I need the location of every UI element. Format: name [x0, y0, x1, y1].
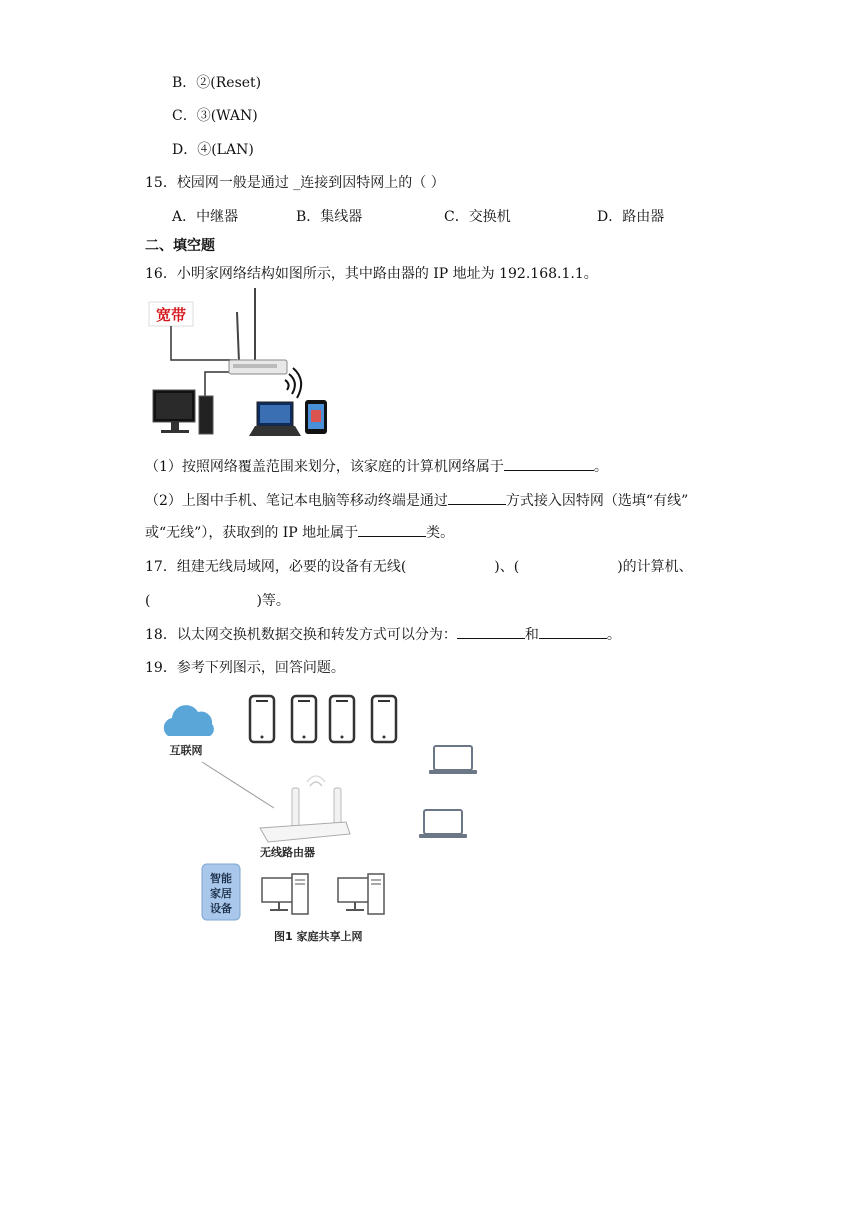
q17-text-b: )、( [494, 559, 520, 575]
smart-home-device-box [202, 864, 240, 920]
smart-home-label-1: 智能 [210, 872, 232, 885]
q15-option-b: B．集线器 [296, 209, 363, 225]
q16-sub2-line2-end: 类。 [426, 525, 455, 541]
q17-text-e: )等。 [256, 593, 290, 609]
q16-sub1 [145, 456, 608, 477]
q18 [145, 624, 621, 645]
q18-end: 。 [606, 627, 621, 643]
broadband-cable [171, 326, 237, 360]
q15-option-a: A．中继器 [172, 209, 239, 225]
laptop-icon [429, 746, 477, 774]
q15-option-c: C．交换机 [444, 209, 511, 225]
figure-caption: 图1 家庭共享上网 [274, 930, 363, 943]
q17-text-a: 17．组建无线局域网，必要的设备有无线( [145, 559, 407, 575]
cloud-icon [164, 705, 214, 736]
phone-icon [250, 696, 274, 742]
broadband-text: 宽带 [155, 306, 187, 324]
q14-option-c: C．③(WAN) [172, 108, 258, 124]
q14-option-d: D．④(LAN) [172, 142, 254, 158]
q19-stem: 19．参考下列图示，回答问题。 [145, 660, 345, 676]
q16-sub1-text: （1）按照网络覆盖范围来划分，该家庭的计算机网络属于 [145, 459, 504, 475]
q16-sub1-end: 。 [593, 459, 608, 475]
q16-sub1-blank[interactable] [504, 456, 594, 471]
q17-line1 [145, 557, 693, 577]
q17-line2 [145, 591, 290, 611]
q18-blank-1[interactable] [457, 624, 525, 639]
broadband-label [149, 302, 193, 326]
home-network-figure [145, 288, 345, 440]
q18-and: 和 [524, 627, 539, 643]
laptop-icon [249, 402, 301, 436]
q16-sub2-line2 [145, 522, 454, 543]
laptop-icon [419, 810, 467, 838]
q14-option-b: B．②(Reset) [172, 75, 262, 91]
router-label: 无线路由器 [260, 846, 315, 859]
q18-text: 18．以太网交换机数据交换和转发方式可以分为： [145, 627, 457, 643]
internet-connection-line [202, 762, 274, 808]
section-title: 二、填空题 [145, 238, 215, 254]
desktop-computer-icon [338, 874, 384, 914]
q15-option-d: D．路由器 [597, 209, 665, 225]
internet-label: 互联网 [169, 744, 203, 757]
q16-sub2 [145, 490, 688, 511]
q16-stem: 16．小明家网络结构如图所示，其中路由器的 IP 地址为 192.168.1.1。 [145, 266, 598, 282]
q17-text-d: ( [145, 593, 151, 609]
q15-stem: 15．校园网一般是通过 _连接到因特网上的（ ） [145, 175, 445, 191]
q16-sub2-blank-2[interactable] [358, 522, 426, 537]
q16-sub2-text-after: 方式接入因特网（选填“有线” [505, 493, 689, 509]
home-sharing-figure [150, 688, 490, 950]
q16-sub2-blank-1[interactable] [448, 490, 506, 505]
phone-icon [330, 696, 354, 742]
phone-icon [305, 400, 327, 434]
phone-icon [372, 696, 396, 742]
smart-home-label-2: 家居 [210, 887, 232, 900]
q16-sub2-text: （2）上图中手机、笔记本电脑等移动终端是通过 [145, 493, 448, 509]
desktop-computer-icon [145, 390, 213, 435]
q17-text-c: )的计算机、 [617, 559, 693, 575]
desktop-computer-icon [262, 874, 308, 914]
wireless-router-icon [260, 776, 350, 842]
q18-blank-2[interactable] [539, 624, 607, 639]
phone-icon [292, 696, 316, 742]
router-icon [229, 288, 287, 374]
q16-sub2-line2-text: 或“无线”），获取到的 IP 地址属于 [145, 525, 359, 541]
smart-home-label-3: 设备 [210, 902, 232, 915]
